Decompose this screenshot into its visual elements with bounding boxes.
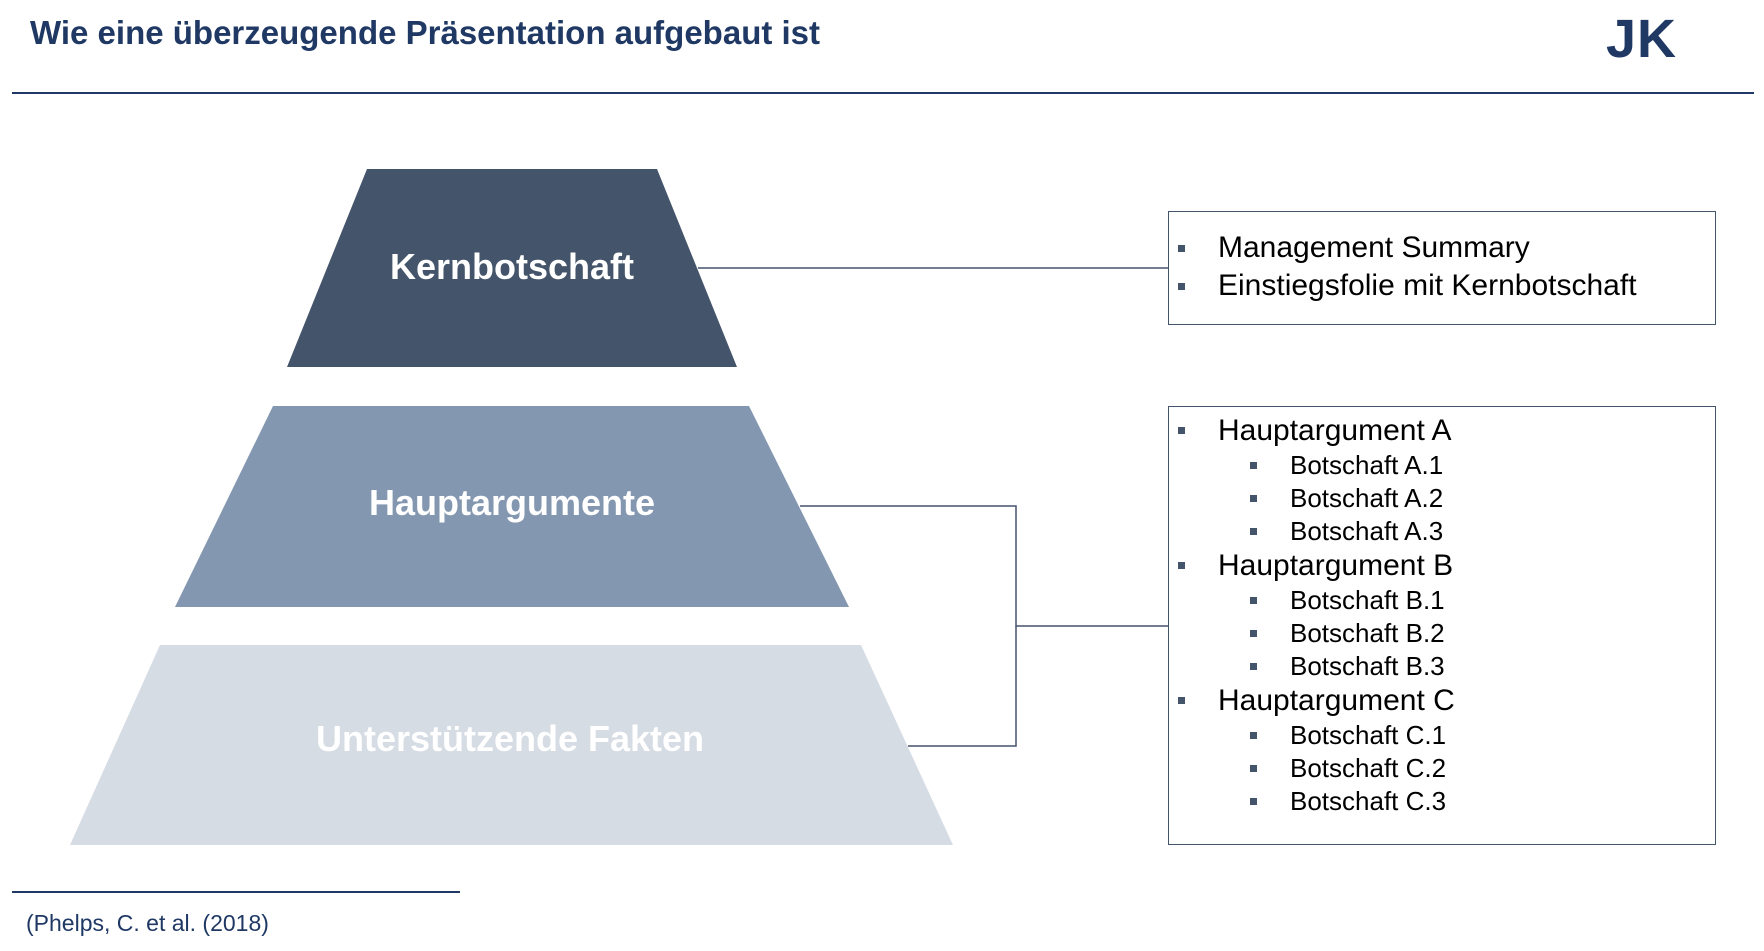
square-bullet-icon xyxy=(1178,697,1185,704)
list-item: Botschaft C.2 xyxy=(1169,752,1715,785)
pyramid-label-main-arguments: Hauptargumente xyxy=(368,482,656,523)
square-bullet-icon xyxy=(1250,765,1257,772)
connector-main-arguments xyxy=(800,506,1168,626)
square-bullet-icon xyxy=(1250,663,1257,670)
square-bullet-icon xyxy=(1250,462,1257,469)
list-item: Botschaft A.1 xyxy=(1169,449,1715,482)
square-bullet-icon xyxy=(1250,495,1257,502)
list-item: Hauptargument C xyxy=(1169,683,1715,719)
list-item: Botschaft B.1 xyxy=(1169,584,1715,617)
list-item: Botschaft C.1 xyxy=(1169,719,1715,752)
square-bullet-icon xyxy=(1250,732,1257,739)
list-item: Botschaft A.3 xyxy=(1169,515,1715,548)
square-bullet-icon xyxy=(1178,245,1185,252)
square-bullet-icon xyxy=(1250,798,1257,805)
list-item: Management Summary xyxy=(1169,229,1715,267)
square-bullet-icon xyxy=(1178,562,1185,569)
pyramid-label-core: Kernbotschaft xyxy=(389,246,635,287)
square-bullet-icon xyxy=(1250,597,1257,604)
list-item: Botschaft A.2 xyxy=(1169,482,1715,515)
list-item: Hauptargument B xyxy=(1169,548,1715,584)
list-item: Botschaft B.2 xyxy=(1169,617,1715,650)
pyramid-label-supporting-facts: Unterstützende Fakten xyxy=(315,718,705,759)
logo: JK xyxy=(1606,9,1678,69)
square-bullet-icon xyxy=(1178,283,1185,290)
square-bullet-icon xyxy=(1178,427,1185,434)
list-item: Botschaft C.3 xyxy=(1169,785,1715,818)
list-item: Botschaft B.3 xyxy=(1169,650,1715,683)
summary-box xyxy=(1168,211,1716,325)
list-item: Einstiegsfolie mit Kernbotschaft xyxy=(1169,267,1715,305)
square-bullet-icon xyxy=(1250,630,1257,637)
list-item: Hauptargument A xyxy=(1169,413,1715,449)
connector-supporting-facts xyxy=(908,626,1016,746)
square-bullet-icon xyxy=(1250,528,1257,535)
page-title: Wie eine überzeugende Präsentation aufgebaut ist xyxy=(30,14,821,51)
source-citation: (Phelps, C. et al. (2018) xyxy=(26,910,269,936)
arguments-box xyxy=(1168,406,1716,845)
